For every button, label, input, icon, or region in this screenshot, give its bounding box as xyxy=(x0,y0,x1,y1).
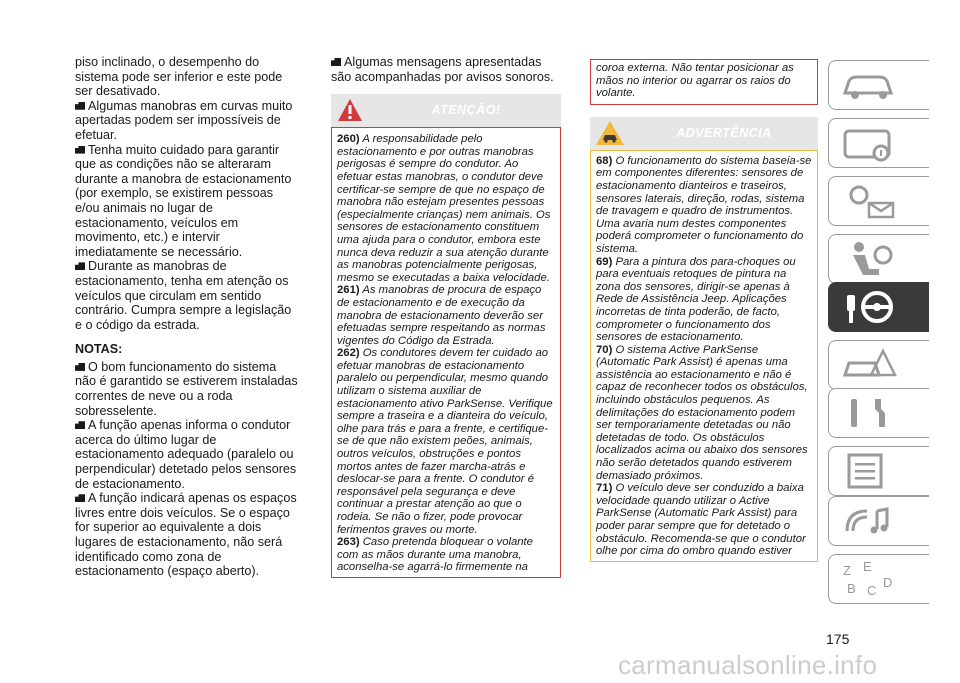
airbag-seat-icon xyxy=(839,239,899,279)
bullet-item: Algumas manobras em curvas muito apertadas podem ser impossíveis de efetuar. xyxy=(75,99,300,143)
warning-item: 261) As manobras de procura de espaço de estacionamento e de execução da manobra de estacionamento deverão ser efetuadas sempre respeitando as normas vigentes do Código da Estrada. xyxy=(337,284,546,347)
warning-item: 262) Os condutores devem ter cuidado ao efetuar manobras de estacionamento paralelo ou perpendicular, mesmo quando utilizam o sistema auxiliar de estacionamento ativo ParkSense. Verifique sempre a traseira e a dianteira do veículo, olhe para trás e para a frente, e certifique-se de que não existem peões, animais, outros veículos, obstruções e pontos mortos antes de fazer marcha-atrás e deslocar-se para a frente. O condutor é responsável pela segurança e deve continuar a prestar atenção ao que o rodeia. Se não o fizer, pode provocar ferimentos graves ou morte. xyxy=(337,347,553,536)
advert-item: 70) O sistema Active ParkSense (Automatic Park Assist) é apenas uma assistência ao estacionamento e não é capaz de reconhecer todos os obstáculos, incluindo obstáculos pequenos. As delimitações do estacionamento podem ser temporariamente detetadas ou não detetadas de todo. Os obstáculos localizados acima ou abaixo dos sensores não serão detetados quando estiverem demasiado próximos. xyxy=(596,343,808,482)
svg-text:E: E xyxy=(863,559,872,574)
advert-item: 71) O veículo deve ser conduzido a baixa velocidade quando utilizar o Active ParkSense (Automatic Park Assist) para poder parar sempre que for detetado o obstáculo. Recomenda-se que o condutor olhe por cima do ombro quando estiver xyxy=(596,482,806,558)
svg-text:B: B xyxy=(847,581,856,596)
watermark: carmanualsonline.info xyxy=(618,650,878,680)
column-right xyxy=(590,59,818,562)
warning-item: 263) Caso pretenda bloquear o volante com as mãos durante uma manobra, aconselha-se agarrá-lo firmemente na xyxy=(337,536,533,574)
advert-item: 69) Para a pintura dos para-choques ou para eventuais retoques de pintura na zona dos sensores, dirigir-se apenas à Rede de Assistência Jeep. Aplicações incorretas de tinta poderão, de facto, comprometer o funcionamento dos sensores de estacionamento. xyxy=(596,255,796,344)
maintenance-tools-icon xyxy=(839,393,899,433)
tab-maintenance[interactable] xyxy=(828,388,929,438)
tab-car-info[interactable] xyxy=(828,118,929,168)
notes-title: NOTAS: xyxy=(75,342,123,357)
tab-airbag-seat[interactable] xyxy=(828,234,929,284)
note-item: A função indicará apenas os espaços livres entre dois veículos. Se o espaço for superior ao equivalente a dois lugares de estacionamento, não será identificado como zona de estacionamento (espaço aberto). xyxy=(75,491,300,579)
tab-lights-message[interactable] xyxy=(828,176,929,226)
warning-continuation: coroa externa. Não tentar posicionar as mãos no interior ou agarrar os raios do volante. xyxy=(590,59,818,105)
car-info-icon xyxy=(839,123,899,163)
breakdown-warning-icon xyxy=(839,345,899,385)
column-middle xyxy=(331,55,561,578)
tab-multimedia[interactable] xyxy=(828,496,929,546)
column-left xyxy=(75,55,300,579)
bullet-item: Durante as manobras de estacionamento, tenha em atenção os veículos que circulam em sentido contrário. Cumpra sempre a legislação e o código da estrada. xyxy=(75,259,300,332)
note-item: A função apenas informa o condutor acerca do último lugar de estacionamento adequado (paralelo ou perpendicular) detetado pelos sensores de estacionamento. xyxy=(75,418,300,491)
bullet-item: Tenha muito cuidado para garantir que as condições não se alteraram durante a manobra de estacionamento (por exemplo, se existirem pessoas e/ou animais no lugar de estacionamento, veículos em movimento, etc.) e intervir imediatamente se necessário. xyxy=(75,143,300,260)
tab-technical-data[interactable] xyxy=(828,446,929,496)
warning-header xyxy=(331,94,561,127)
svg-text:C: C xyxy=(867,583,877,598)
warning-label: ATENÇÃO! xyxy=(431,103,501,118)
technical-data-icon xyxy=(839,451,899,491)
warning-box xyxy=(331,127,561,578)
advert-header xyxy=(590,117,818,150)
page-number: 175 xyxy=(826,631,850,647)
bullet-item: Algumas mensagens apresentadas são acompanhadas por avisos sonoros. xyxy=(331,55,561,84)
lights-message-icon xyxy=(839,181,899,221)
warning-item: 260) A responsabilidade pelo estacionamento e por outras manobras perigosas é sempre do condutor. Ao efetuar estas manobras, o condutor deve certificar-se sempre de que no espaço de manobra não estejam presentes pessoas (especialmente crianças) nem animais. Os sensores de estacionamento constituem uma ajuda para o condutor, embora este nunca deva reduzir a sua atenção durante as manobras potencialmente perigosas, mesmo se executadas a baixa velocidade. xyxy=(337,133,551,284)
advert-label: ADVERTÊNCIA xyxy=(676,125,772,140)
note-item: O bom funcionamento do sistema não é garantido se estiverem instaladas correntes de neve ou a roda sobresselente. xyxy=(75,360,300,418)
multimedia-icon xyxy=(839,501,899,541)
advert-box xyxy=(590,150,818,562)
svg-text:D: D xyxy=(883,575,893,590)
tab-car-dashboard[interactable] xyxy=(828,60,929,110)
alphabetical-index-icon xyxy=(839,559,899,599)
advert-item: 68) O funcionamento do sistema baseia-se em componentes diferentes: sensores de estacionamento dianteiros e traseiros, sensores laterais, direção, rodas, sistema de travagem e quadro de instrumentos. Uma avaria num destes componentes poderá comprometer o funcionamento do sistema. xyxy=(596,154,812,255)
tab-index[interactable] xyxy=(828,554,929,604)
svg-text:Z: Z xyxy=(843,563,851,578)
car-dashboard-icon xyxy=(839,65,899,105)
tab-key-steering-wheel[interactable] xyxy=(828,282,929,332)
paragraph: piso inclinado, o desempenho do sistema pode ser inferior e este pode ser desativado. xyxy=(75,55,283,99)
tab-breakdown[interactable] xyxy=(828,340,929,390)
key-steering-wheel-icon xyxy=(839,287,899,327)
